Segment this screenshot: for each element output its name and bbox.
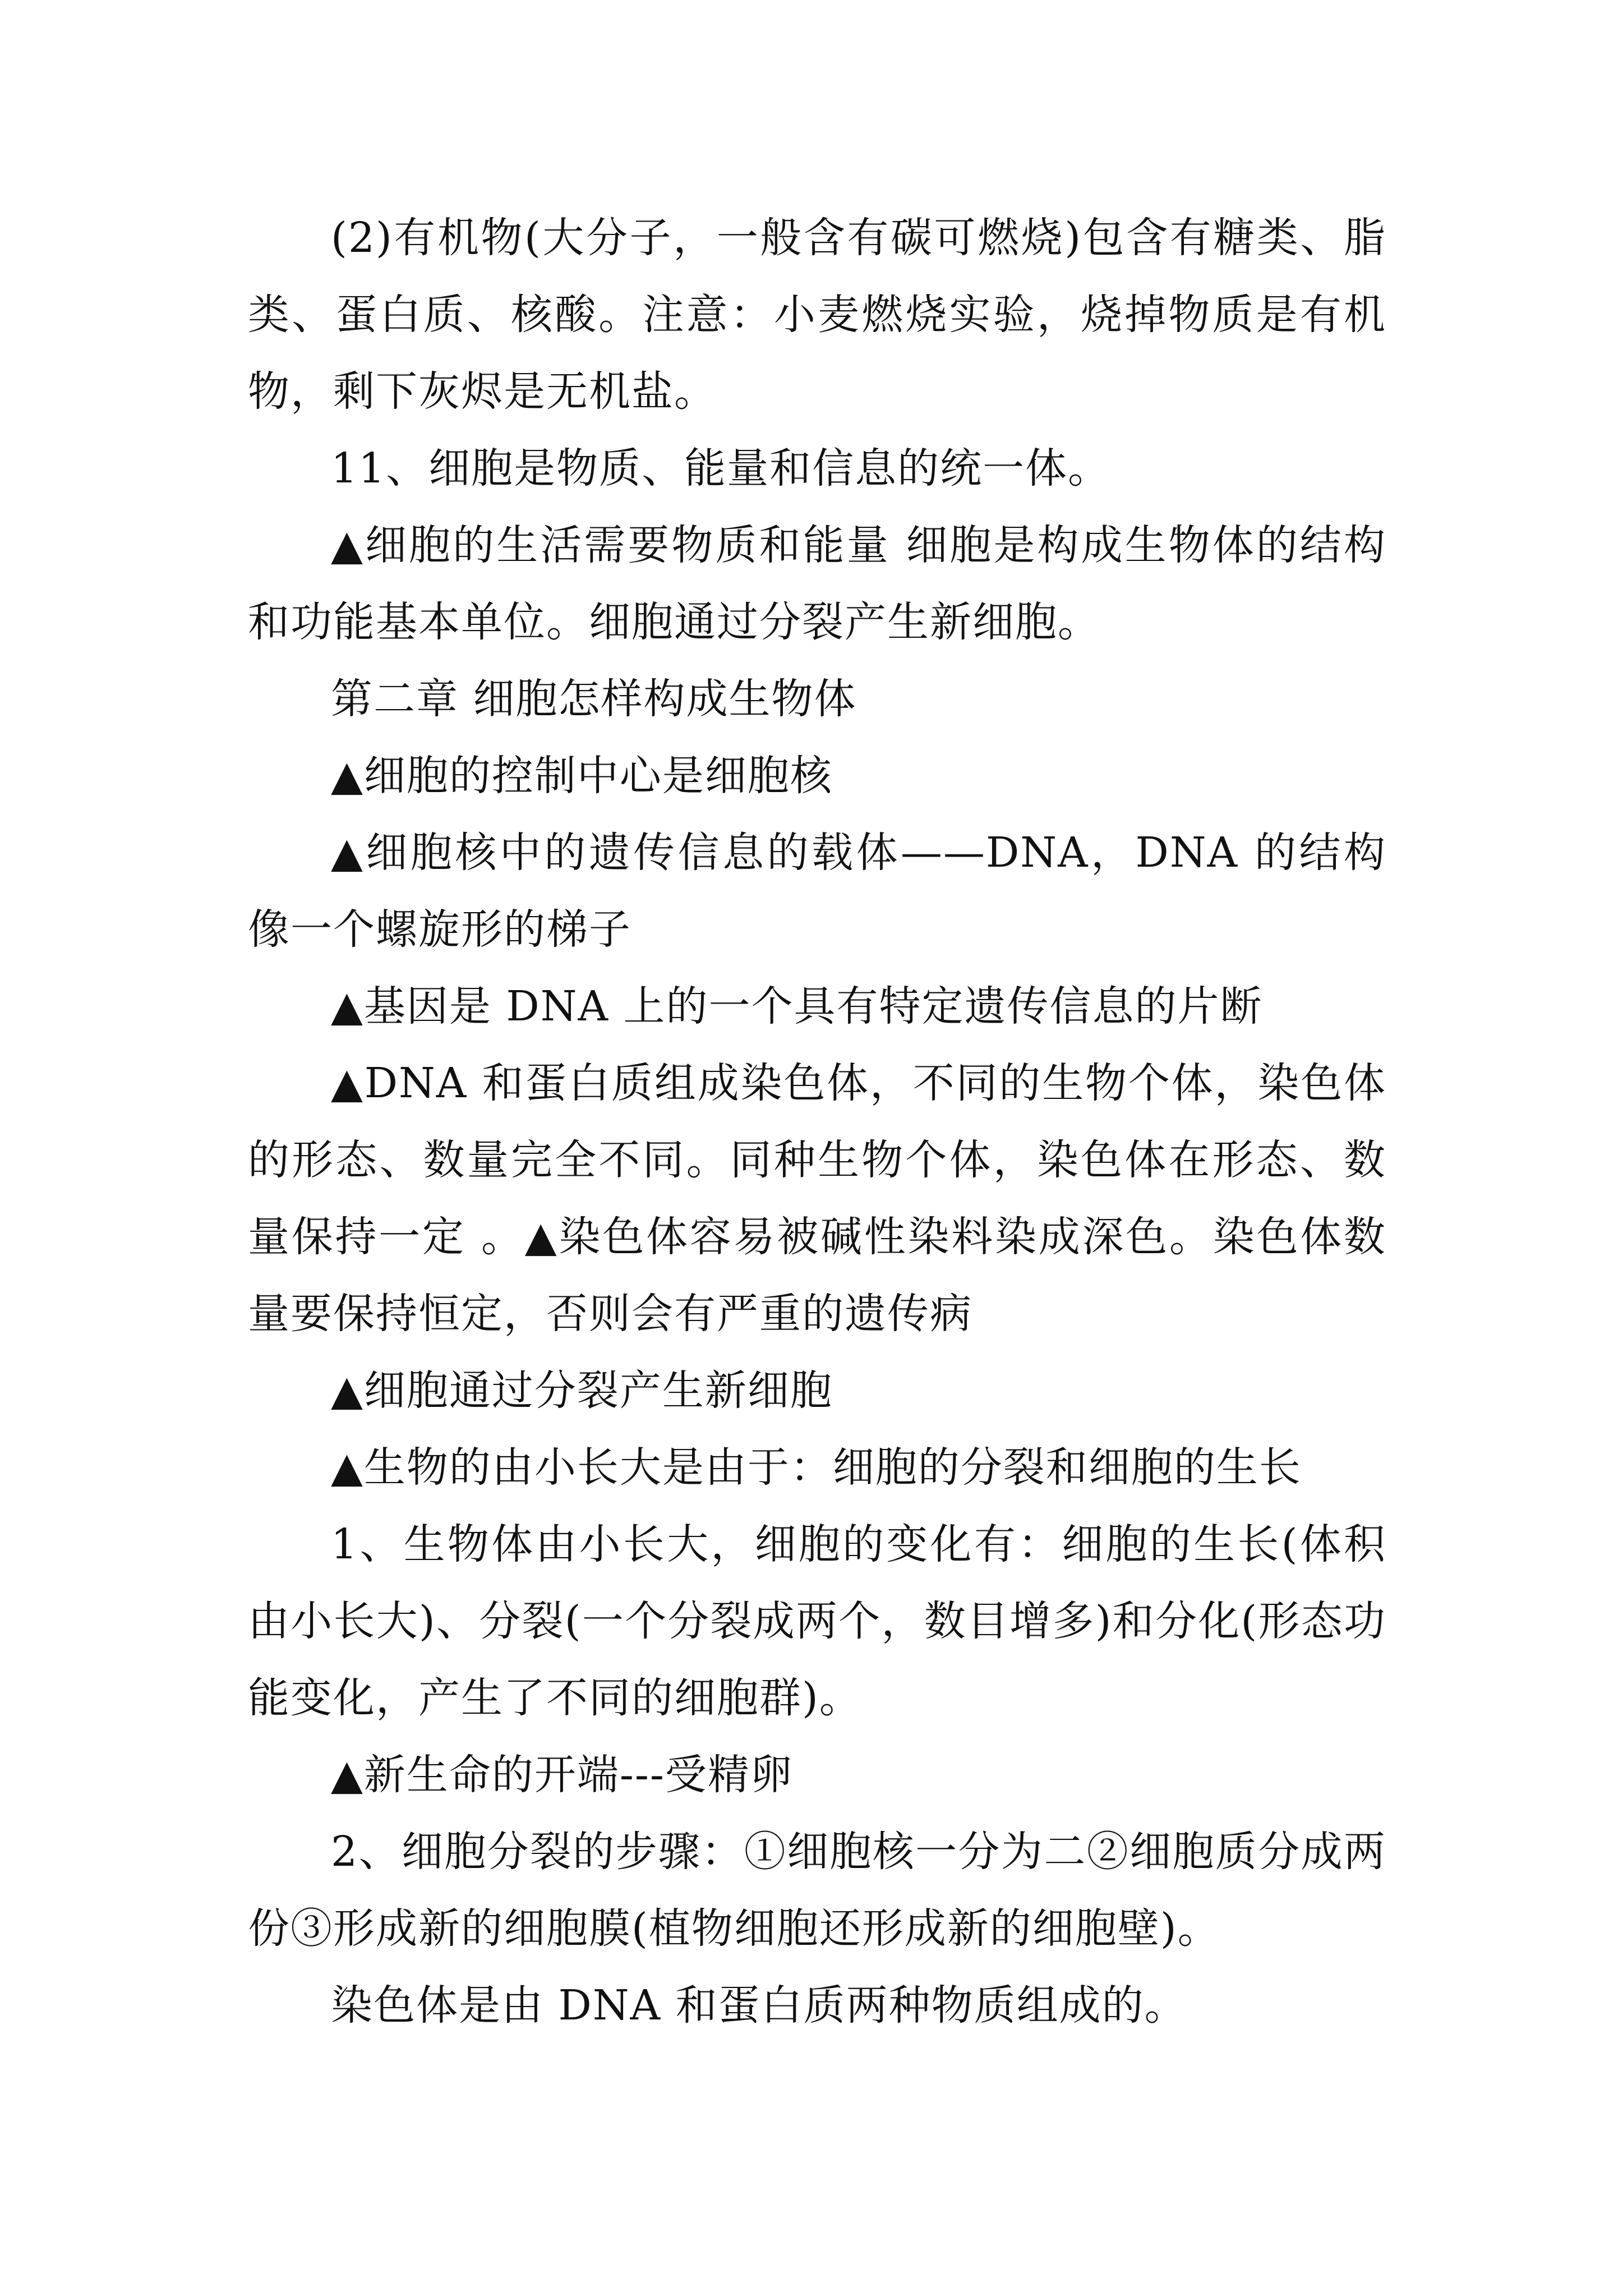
chapter-heading: 第二章 细胞怎样构成生物体 <box>331 675 857 723</box>
paragraph-cell-life-needs: ▲细胞的生活需要物质和能量 细胞是构成生物体的结构和功能基本单位。细胞通过分裂产生新细胞。 <box>248 521 1386 646</box>
paragraph-fertilized-egg: ▲新生命的开端---受精卵 <box>331 1751 793 1799</box>
paragraph-control-center: ▲细胞的控制中心是细胞核 <box>331 752 833 800</box>
paragraph-gene: ▲基因是 DNA 上的一个具有特定遗传信息的片断 <box>331 982 1263 1030</box>
paragraph-organic-matter: (2)有机物(大分子，一般含有碳可燃烧)包含有糖类、脂类、蛋白质、核酸。注意：小麦燃烧实验，烧掉物质是有机物，剩下灰烬是无机盐。 <box>248 214 1386 416</box>
paragraph-chromosome: ▲DNA 和蛋白质组成染色体，不同的生物个体，染色体的形态、数量完全不同。同种生物个体，染色体在形态、数量保持一定 。▲染色体容易被碱性染料染成深色。染色体数量要保持恒定，否则会有严重的遗传病 <box>248 1059 1386 1338</box>
paragraph-dna-carrier: ▲细胞核中的遗传信息的载体——DNA，DNA 的结构像一个螺旋形的梯子 <box>248 829 1386 954</box>
paragraph-chromosome-composition: 染色体是由 DNA 和蛋白质两种物质组成的。 <box>331 1981 1187 2030</box>
paragraph-cell-unity: 11、细胞是物质、能量和信息的统一体。 <box>331 444 1111 493</box>
paragraph-division-steps: 2、细胞分裂的步骤：①细胞核一分为二②细胞质分成两份③形成新的细胞膜(植物细胞还形成新的细胞壁)。 <box>248 1828 1386 1953</box>
paragraph-cell-division: ▲细胞通过分裂产生新细胞 <box>331 1366 833 1415</box>
paragraph-cell-changes: 1、生物体由小长大，细胞的变化有：细胞的生长(体积由小长大)、分裂(一个分裂成两个，数目增多)和分化(形态功能变化，产生了不同的细胞群)。 <box>248 1520 1386 1722</box>
paragraph-growth: ▲生物的由小长大是由于：细胞的分裂和细胞的生长 <box>331 1443 1302 1492</box>
document-body <box>248 200 1386 2044</box>
